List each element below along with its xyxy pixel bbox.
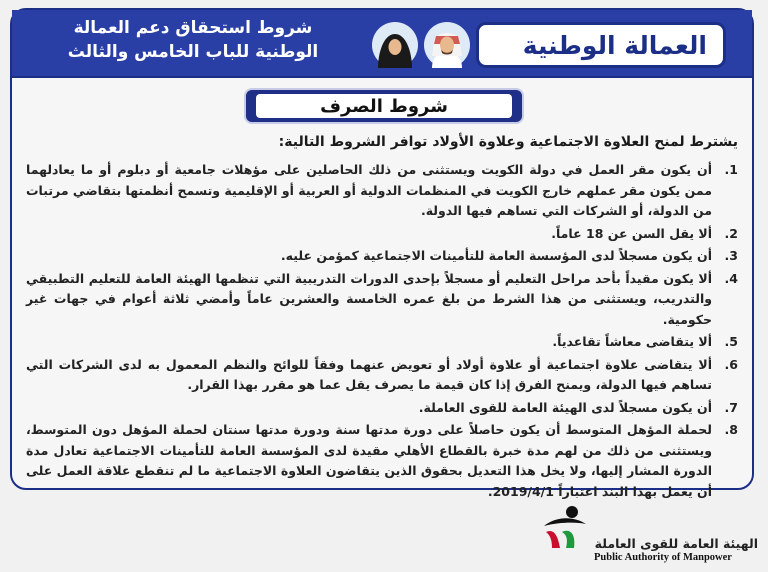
man-avatar-icon	[424, 22, 470, 68]
page-heading	[28, 16, 358, 64]
section-title: شروط الصرف	[320, 95, 448, 117]
item-number: 2.	[724, 225, 738, 241]
item-text: أن يكون مسجلاً لدى المؤسسة العامة للتأمينات الاجتماعية كمؤمن عليه.	[280, 248, 712, 263]
item-number: 5.	[724, 334, 738, 349]
item-text: أن يكون مقر العمل في دولة الكويت ويستثنى من ذلك الحاصلين على مؤهلات جامعية أو دبلوم أو ما يعادلهما ممن يكون مقر عملهم خارج الكويت في المنظمات الدولية أو العربية أو الإقليمية وتسمح أنظمتها بتقاضي مرتبات من الدولة، أو الشركات التي تساهم فيها الدولة.	[26, 162, 712, 218]
item-number: 7.	[724, 399, 738, 415]
list-item	[26, 160, 738, 222]
brand-title: العمالة الوطنية	[522, 30, 707, 60]
list-item	[26, 246, 738, 267]
list-item	[26, 269, 738, 331]
intro-text: يشترط لمنح العلاوة الاجتماعية وعلاوة الأولاد توافر الشروط التالية:	[278, 134, 738, 150]
item-text: لحملة المؤهل المتوسط أن يكون حاصلاً على دورة مدتها سنة ودورة مدتها سنتان لحملة المؤهل دون المتوسط، ويستثنى من ذلك من لهم مدة خبرة بالقطاع الأهلي مقيدة لدى المؤسسة العامة للتأمينات الاجتماعية تعادل مدة الدورة المشار إليها، ولا يخل هذا التعديل بحقوق الذين يتقاضون العلاوة الاجتماعية ما لم تنقطع علاقة العمل على أن يعمل بهذا البند اعتباراً 2019/4/1.	[26, 422, 712, 499]
list-item	[26, 224, 738, 245]
heading-line-1: شروط استحقاق دعم العمالة	[73, 18, 313, 38]
woman-avatar-icon	[372, 22, 418, 68]
item-number: 1.	[724, 162, 738, 177]
list-item	[26, 398, 738, 419]
brand-badge	[476, 22, 726, 68]
manpower-logo-icon	[540, 502, 590, 552]
conditions-card	[10, 8, 754, 499]
list-item	[26, 332, 738, 353]
item-text: أن يكون مسجلاً لدى الهيئة العامة للقوى العاملة.	[418, 399, 712, 415]
section-header	[244, 88, 524, 124]
header-band	[12, 10, 752, 78]
item-text: ألا يقل السن عن 18 عاماً.	[551, 225, 712, 241]
item-text: ألا يتقاضى معاشاً تقاعدياً.	[552, 334, 712, 349]
item-number: 4.	[724, 270, 738, 286]
item-number: 8.	[724, 422, 738, 437]
item-text: ألا يتقاضى علاوة اجتماعية أو علاوة أولاد أو تعويض عنهما وفقاً للوائح والنظم المعمول به لدى الشركات التي تساهم فيها الدولة، ويمنح الفرق إذا كان قيمة ما يصرف يقل عما هو مقرر بهذا القرار.	[26, 356, 712, 392]
conditions-list	[26, 160, 738, 504]
org-name-arabic: الهيئة العامة للقوى العاملة	[594, 536, 758, 551]
item-number: 3.	[724, 248, 738, 263]
item-text: ألا يكون مقيداً بأحد مراحل التعليم أو مسجلاً بإحدى الدورات التدريبية التي تنظمها الهيئة العامة للتعليم التطبيقي والتدريب، ويستثنى من هذا الشرط من بلغ عمره الخامسة والعشرين عاماً وأمضي ثلاثة أعوام في جهات غير حكومية.	[26, 270, 712, 327]
list-item	[26, 420, 738, 502]
org-name-english: Public Authority of Manpower	[594, 552, 732, 563]
footer	[0, 496, 768, 572]
item-number: 6.	[724, 356, 738, 372]
heading-line-2: الوطنية للباب الخامس والثالث	[67, 42, 319, 62]
section-header-inner	[256, 94, 512, 118]
list-item	[26, 355, 738, 396]
